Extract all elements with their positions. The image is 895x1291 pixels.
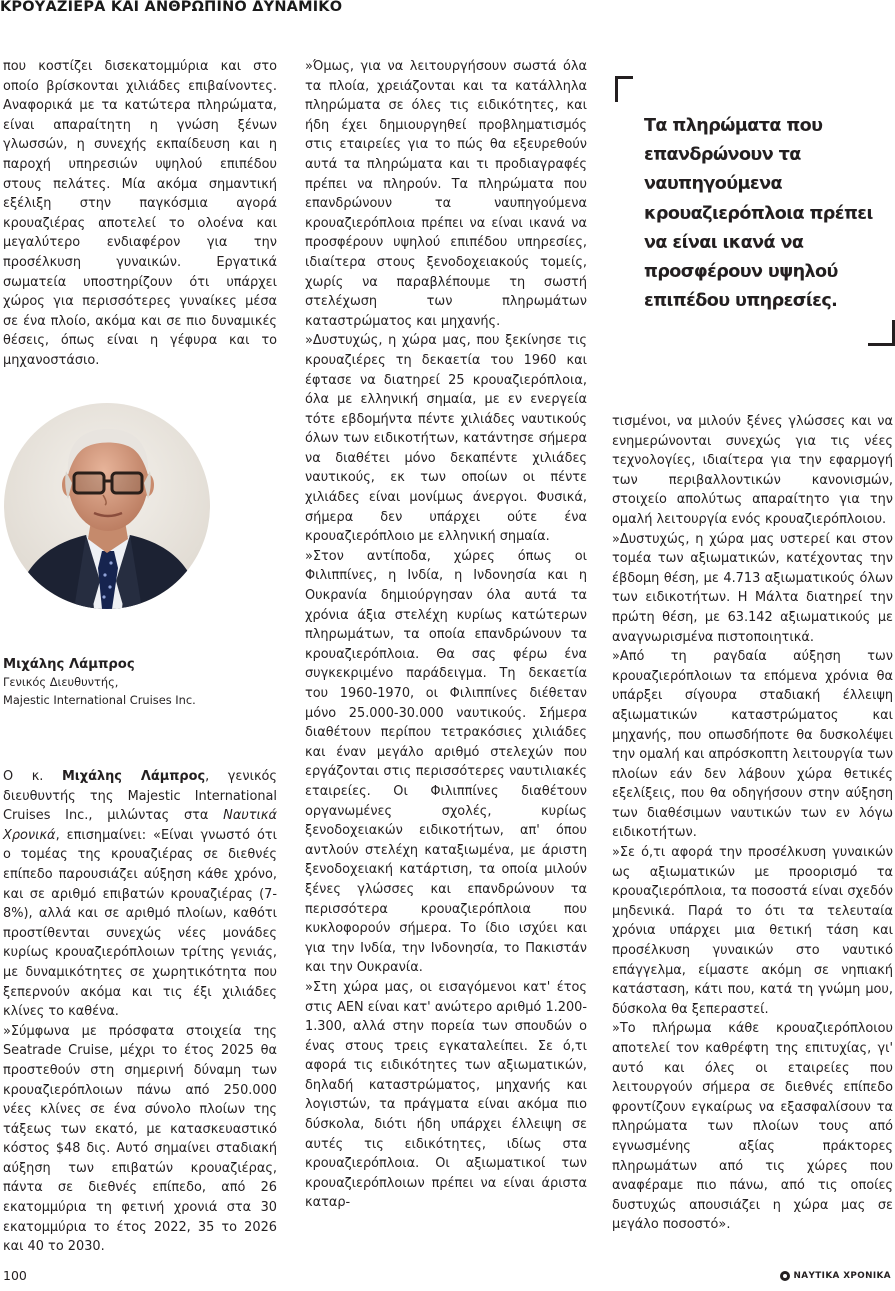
pull-quote-text: Τα πληρώματα που επανδρώνουν τα ναυπηγούμενα κρουαζιερόπλοια πρέπει να είναι ικανά να προσφέρουν υψηλού επιπέδου υπηρεσίες. <box>644 116 873 312</box>
page-number: 100 <box>3 1268 27 1283</box>
quote-bracket-bottom-right-icon <box>868 320 895 346</box>
magazine-label: ΝΑΥΤΙΚΑ ΧΡΟΝΙΚΑ <box>793 1271 891 1281</box>
paragraph: »Σε ό,τι αφορά την προσέλκυση γυναικών ως αξιωματικών με προορισμό τα κρουαζιερόπλοια, τα ποσοστά είναι σχεδόν μηδενικά. Παρά το ότι τα τελευταία χρόνια υπάρχει μια θετική τάση και προσέλκυση γυναικών στο ναυτικό επάγγελμα, είμαστε ακόμη σε νηπιακή κατάσταση, κάτι που, κατά τη γνώμη μου, δύσκολα θα ξεπεραστεί. <box>612 845 893 1017</box>
paragraph: »Από τη ραγδαία αύξηση των κρουαζιερόπλοιων τα επόμενα χρόνια θα υπάρξει σίγουρα σταδιακή έλλειψη αξιωματικών καταστρώματος και μηχανής, που οπωσδήποτε θα δυσκολέψει την ομαλή και απρόσκοπτη λειτουργία των πλοίων εάν δεν λάβουν χώρα θετικές εξελίξεις, που θα οδηγήσουν στην αύξηση των διαθέσιμων ναυτικών των εν λόγω ειδικοτήτων. <box>612 649 893 841</box>
portrait-photo <box>4 403 210 609</box>
intro-publication: Ναυτικά Χρονικά <box>3 808 277 843</box>
paragraph: »Δυστυχώς, η χώρα μας, που ξεκίνησε τις κρουαζιέρες τη δεκαετία του 1960 και έφτασε να διατηρεί 25 κρουαζιερόπλοια, όλα με ελληνική σημαία, με εν ενεργεία τότε εβδομήντα πέντε χιλιάδες ναυτικούς όλων των ειδικοτήτων, κατάντησε σήμερα να διαθέτει μόνο δεκαπέντε χιλιάδες ναυτικούς, εκ των οποίων οι πέντε χιλιάδες είναι μονίμως άνεργοι. Φυσικά, σήμερα δεν υπάρχει ούτε ένα κρουαζιερόπλοιο με ελληνική σημαία. <box>305 333 587 545</box>
intro-prefix: Ο κ. <box>3 769 62 784</box>
pull-quote <box>612 76 895 346</box>
column-3 <box>612 412 893 1235</box>
intro-mid: , γενικός διευθυντής της Majestic International Cruises Inc., μιλώντας στα <box>3 769 277 824</box>
caption-company: Majestic International Cruises Inc. <box>3 692 196 707</box>
column-2 <box>305 57 587 1213</box>
paragraph: »Στη χώρα μας, οι εισαγόμενοι κατ' έτος στις ΑΕΝ είναι κατ' ανώτερο αριθμό 1.200-1.300, αλλά στην πορεία των σπουδών ο ένας στους τρεις εγκαταλείπει. Σε ό,τι αφορά τις ειδικότητες των αξιωματικών, δηλαδή καταστρώματος, μηχανής και λογιστών, τα πράγματα είναι ακόμα πιο δύσκολα, διότι ήδη υπάρχει έλλειψη σε αυτές τις ειδικότητες, ιδίως στα κρουαζιερόπλοια. Οι αξιωματικοί των κρουαζιερόπλοιων πρέπει να είναι άριστα καταρ- <box>305 979 587 1211</box>
man-portrait-icon <box>4 403 210 609</box>
paragraph: τισμένοι, να μιλούν ξένες γλώσσες και να ενημερώνονται συνεχώς για τις νέες τεχνολογίες, ιδιαίτερα για την εφαρμογή των περιβαλλοντικών κανονισμών, στοιχείο απολύτως απαραίτητο για την ομαλή λειτουργία ενός κρουαζιερόπλοιου. <box>612 414 893 527</box>
intro-name: Μιχάλης Λάμπρος <box>61 769 206 784</box>
caption-role: Γενικός Διευθυντής, <box>3 675 119 689</box>
quote-bracket-top-left-icon <box>615 76 633 102</box>
column-1-top <box>3 57 277 371</box>
magazine-name <box>780 1270 891 1282</box>
paragraph: »Δυστυχώς, η χώρα μας υστερεί και στον τομέα των αξιωματικών, κατέχοντας την έβδομη θέση, με 4.713 αξιωματικούς όλων των ειδικοτήτων. Η Μάλτα διατηρεί την πρώτη θέση, με 63.142 αξιωματικούς με αναγνωρισμένα πιστοποιητικά. <box>612 531 893 645</box>
column-1-bottom <box>3 767 277 1257</box>
section-header: ΚΡΟΥΑΖΙΕΡΑ ΚΑΙ ΑΝΘΡΩΠΙΝΟ ΔΥΝΑΜΙΚΟ <box>0 0 343 15</box>
caption-name: Μιχάλης Λάμπρος <box>3 657 135 672</box>
paragraph: »Σύμφωνα με πρόσφατα στοιχεία της Seatrade Cruise, μέχρι το έτος 2025 θα προστεθούν στη σημερινή δύναμη των κρουαζιερόπλοιων πάνω από 250.000 νέες κλίνες σε ένα σύνολο πλοίων της τάξεως των εκατό, με κατασκευαστικό κόστος $48 δις. Αυτό σημαίνει σταδιακή αύξηση των επιβατών κρουαζιέρας, πάντα σε διεθνές επίπεδο, από 26 εκατομμύρια τη φετινή χρονιά στα 30 εκατομμύρια το έτος 2022, 35 το 2026 και 40 το 2030. <box>3 1023 277 1255</box>
paragraph: »Το πλήρωμα κάθε κρουαζιερόπλοιου αποτελεί τον καθρέφτη της επιτυχίας, γι' αυτό και όλες οι εταιρείες που λειτουργούν σήμερα σε διεθνές επίπεδο φροντίζουν εγκαίρως να εξασφαλίσουν τα πληρώματα των πλοίων τους από εγνωσμένης αξίας πράκτορες πληρωμάτων από τις χώρες που αναφέραμε πιο πάνω, από τις οποίες δυστυχώς απουσιάζει η χώρα μας σε μεγάλο ποσοστό». <box>612 1021 893 1233</box>
intro-rest: , επισημαίνει: «Είναι γνωστό ότι ο τομέας της κρουαζιέρας σε διεθνές επίπεδο παρουσιάζει αύξηση κάθε χρόνο, και σε αριθμό επιβατών κρουαζιέρας (7-8%), αλλά και σε αριθμό πλοίων, καθότι προστίθενται συνεχώς νέες μονάδες κυρίως κρουαζιερόπλοιων τρίτης γενιάς, με δυναμικότητες σε χωρητικότητα που ξεπερνούν ακόμα και τις έξι χιλιάδες κλίνες το καθένα. <box>3 827 277 1020</box>
circle-logo-icon <box>780 1271 790 1281</box>
paragraph: »Όμως, για να λειτουργήσουν σωστά όλα τα πλοία, χρειάζονται και τα κατάλληλα πληρώματα σε όλες τις ειδικότητες, και ήδη έχει δημιουργηθεί προβληματισμός στις εταιρείες για το πώς θα εξευρεθούν αυτά τα πληρώματα και τι προδιαγραφές πρέπει να πληρούν. Τα πληρώματα που επανδρώνουν τα ναυπηγούμενα κρουαζιερόπλοια πρέπει να είναι ικανά να προσφέρουν υψηλού επιπέδου υπηρεσίες, ιδιαίτερα στους ξενοδοχειακούς τομείς, χωρίς να παραβλέπουμε τη σωστή στελέχωση των πληρωμάτων καταστρώματος και μηχανής. <box>305 59 587 329</box>
paragraph: που κοστίζει δισεκατομμύρια και στο οποίο βρίσκονται χιλιάδες επιβαίνοντες. Αναφορικά με τα κατώτερα πληρώματα, είναι απαραίτητη η γνώση ξένων γλωσσών, η συνεχής εκπαίδευση και η παροχή υπηρεσιών υψηλού επιπέδου στους πελάτες. Μία ακόμα σημαντική εξέλιξη στην παγκόσμια αγορά κρουαζιέρας αποτελεί το ολοένα και μεγαλύτερο ενδιαφέρον για την προσέλκυση γυναικών. Εργατικά σωματεία υποστηρίζουν ότι υπάρχει χώρος για περισσότερες γυναίκες μέσα σε ένα πλοίο, ακόμα και σε πιο δυναμικές θέσεις, όπως είναι η γέφυρα και το μηχανοστάσιο. <box>3 59 277 368</box>
paragraph: »Στον αντίποδα, χώρες όπως οι Φιλιππίνες, η Ινδία, η Ινδονησία και η Ουκρανία δημιούργησαν όλα αυτά τα χρόνια άξια στελέχη κυρίως κατώτερων πληρωμάτων, τα οποία επανδρώνουν τα κρουαζιερόπλοια. Θα σας φέρω ένα συγκεκριμένο παράδειγμα. Τη δεκαετία του 1960-1970, οι Φιλιππίνες διέθεταν μόνο 25.000-30.000 ναυτικούς. Σήμερα διαθέτουν περίπου τετρακόσιες χιλιάδες και έναν μεγάλο αριθμό στελεχών που εργάζονται στις περισσότερες ναυτιλιακές εταιρείες. Οι Φιλιππίνες διαθέτουν οργανωμένες σχολές, κυρίως ξενοδοχειακών ειδικοτήτων, απ' όπου αντλούν στελέχη καταξιωμένα, με άριστη ξενοδοχειακή κατάρτιση, τα οποία μιλούν ξένες γλώσσες και επανδρώνουν τα περισσότερα κρουαζιερόπλοια που κυκλοφορούν σήμερα. Το ίδιο ισχύει και για την Ινδία, την Ινδονησία, το Πακιστάν και την Ουκρανία. <box>305 548 587 976</box>
photo-caption <box>3 655 273 709</box>
intro-paragraph <box>3 767 277 1022</box>
